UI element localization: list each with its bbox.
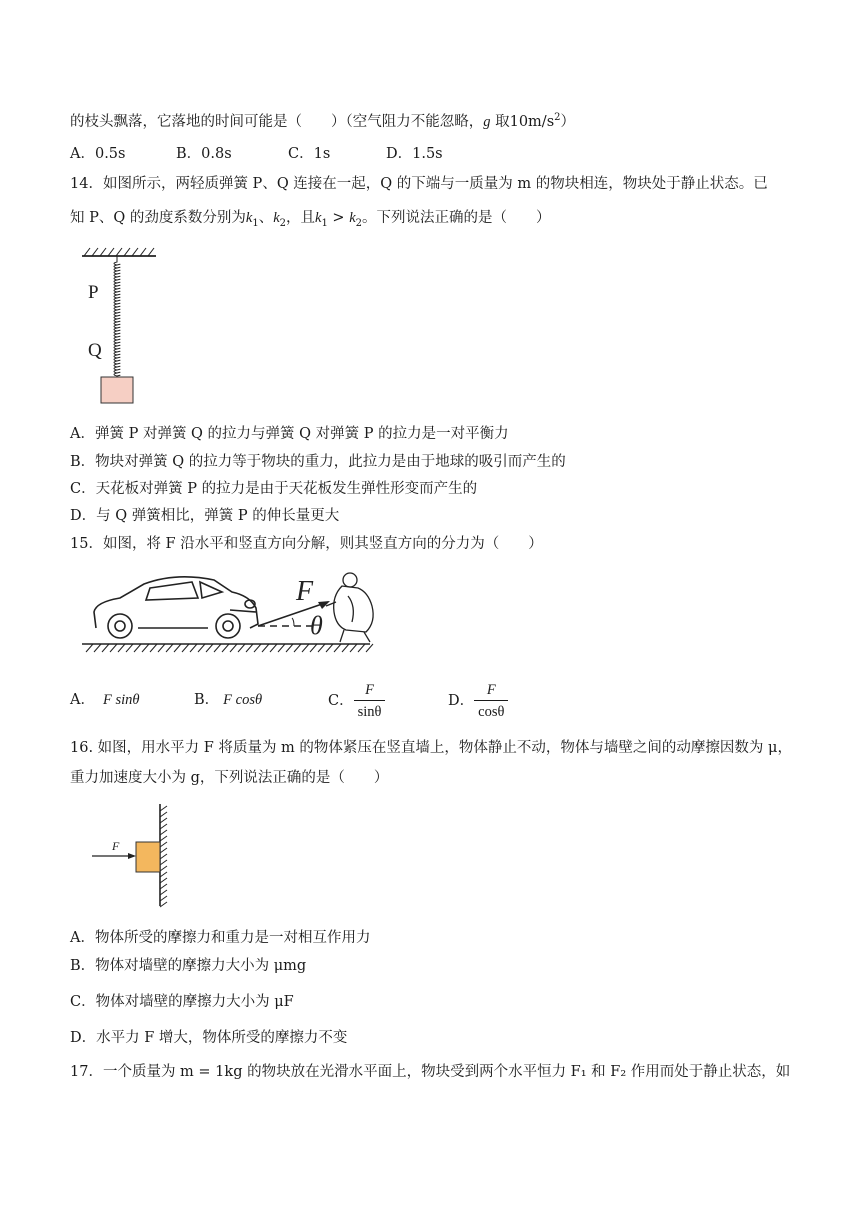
k2-sub: 2 bbox=[279, 217, 286, 229]
ceiling-hatch bbox=[84, 248, 154, 256]
ground-hatch bbox=[86, 644, 373, 652]
q14-line2-a: 知 P、Q 的劲度系数分别为 bbox=[70, 210, 246, 226]
q15-a-label: A． bbox=[70, 692, 95, 708]
q13-text-main: 的枝头飘落，它落地的时间可能是（ ）（空气阻力不能忽略， bbox=[70, 113, 484, 130]
q16-option-d[interactable]: D．水平力 F 增大，物体所受的摩擦力不变 bbox=[70, 1030, 348, 1046]
force-label: F bbox=[296, 576, 314, 607]
q13-option-c[interactable]: C．1s bbox=[288, 146, 331, 162]
push-arrow-head bbox=[128, 853, 136, 859]
k1-sub-2: 1 bbox=[321, 217, 328, 229]
spring-label-p: P bbox=[88, 282, 99, 303]
q17-stem-line1: 17．一个质量为 m = 1kg 的物块放在光滑水平面上，物块受到两个水平恒力 F₁ 和 F₂ 作用而处于静止状态，如 bbox=[70, 1064, 791, 1080]
q14-line2-b: ，且 bbox=[286, 210, 315, 226]
k1-sub: 1 bbox=[252, 217, 259, 229]
q15-d-fraction bbox=[474, 680, 508, 722]
angle-arc bbox=[292, 618, 294, 626]
g-exponent: 2 bbox=[554, 112, 561, 123]
wall-block-figure bbox=[88, 800, 178, 910]
hanging-block bbox=[101, 377, 133, 403]
q15-d-label: D． bbox=[448, 693, 475, 709]
q15-b-math: F cosθ bbox=[223, 692, 263, 708]
q16-option-b[interactable]: B．物体对墙壁的摩擦力大小为 μmg bbox=[70, 958, 307, 974]
car-icon bbox=[94, 577, 258, 638]
q14-option-c[interactable]: C．天花板对弹簧 P 的拉力是由于天花板发生弹性形变而产生的 bbox=[70, 481, 478, 497]
q15-stem: 15．如图，将 F 沿水平和竖直方向分解，则其竖直方向的分力为（ ） bbox=[70, 536, 543, 552]
q15-option-a[interactable] bbox=[70, 690, 140, 710]
theta-label: θ bbox=[310, 611, 323, 640]
g-symbol: g bbox=[483, 113, 491, 130]
q14-stem-line1: 14．如图所示，两轻质弹簧 P、Q 连接在一起，Q 的下端与一质量为 m 的物块相连，物块处于静止状态。已 bbox=[70, 176, 768, 192]
q15-option-b[interactable] bbox=[194, 690, 262, 710]
k1-symbol-2: k bbox=[315, 210, 322, 226]
wall-hatch bbox=[160, 806, 167, 907]
q15-b-label: B． bbox=[194, 692, 220, 708]
q14-option-b[interactable]: B．物块对弹簧 Q 的拉力等于物块的重力，此拉力是由于地球的吸引而产生的 bbox=[70, 454, 566, 470]
q13-close: ） bbox=[560, 113, 576, 130]
g-value: 取10m/s bbox=[495, 113, 555, 130]
q15-d-denominator: cosθ bbox=[474, 700, 508, 722]
person-icon bbox=[326, 573, 373, 642]
q16-stem-line1: 16. 如图，用水平力 F 将质量为 m 的物体紧压在竖直墙上，物体静止不动，物体与墙壁之间的动摩擦因数为 μ， bbox=[70, 740, 792, 756]
q16-stem-line2: 重力加速度大小为 g，下列说法正确的是（ ） bbox=[70, 770, 389, 786]
car-pull-figure bbox=[80, 566, 380, 662]
q16-option-c[interactable]: C．物体对墙壁的摩擦力大小为 μF bbox=[70, 994, 294, 1010]
q15-d-numerator: F bbox=[486, 682, 496, 698]
k1-symbol: k bbox=[245, 210, 253, 226]
q15-a-math: F sinθ bbox=[102, 692, 140, 708]
q15-c-fraction bbox=[354, 680, 386, 722]
pressed-block bbox=[136, 842, 160, 872]
spring-coils bbox=[114, 256, 120, 377]
q15-option-d[interactable] bbox=[448, 680, 508, 722]
q14-option-a[interactable]: A．弹簧 P 对弹簧 Q 的拉力与弹簧 Q 对弹簧 P 的拉力是一对平衡力 bbox=[70, 426, 509, 442]
k2-sub-2: 2 bbox=[355, 217, 362, 229]
gt-sign: > bbox=[327, 210, 350, 226]
q13-text bbox=[70, 108, 575, 132]
spring-figure bbox=[74, 246, 174, 408]
q15-c-label: C． bbox=[328, 693, 354, 709]
q15-c-denominator: sinθ bbox=[354, 700, 386, 722]
q13-option-d[interactable]: D．1.5s bbox=[386, 146, 443, 162]
q15-option-c[interactable] bbox=[328, 680, 385, 722]
k2-symbol-2: k bbox=[349, 210, 356, 226]
spring-label-q: Q bbox=[88, 340, 102, 361]
q13-option-b[interactable]: B．0.8s bbox=[176, 146, 232, 162]
q16-option-a[interactable]: A．物体所受的摩擦力和重力是一对相互作用力 bbox=[70, 930, 371, 946]
k-separator: 、 bbox=[258, 210, 274, 226]
push-force-label: F bbox=[112, 839, 120, 853]
q15-c-numerator: F bbox=[365, 682, 374, 698]
q14-stem-line2 bbox=[70, 208, 551, 234]
k2-symbol: k bbox=[273, 210, 280, 226]
q14-line2-c: 。下列说法正确的是（ ） bbox=[362, 210, 551, 226]
q14-option-d[interactable]: D．与 Q 弹簧相比，弹簧 P 的伸长量更大 bbox=[70, 508, 340, 524]
q13-option-a[interactable]: A．0.5s bbox=[70, 146, 126, 162]
